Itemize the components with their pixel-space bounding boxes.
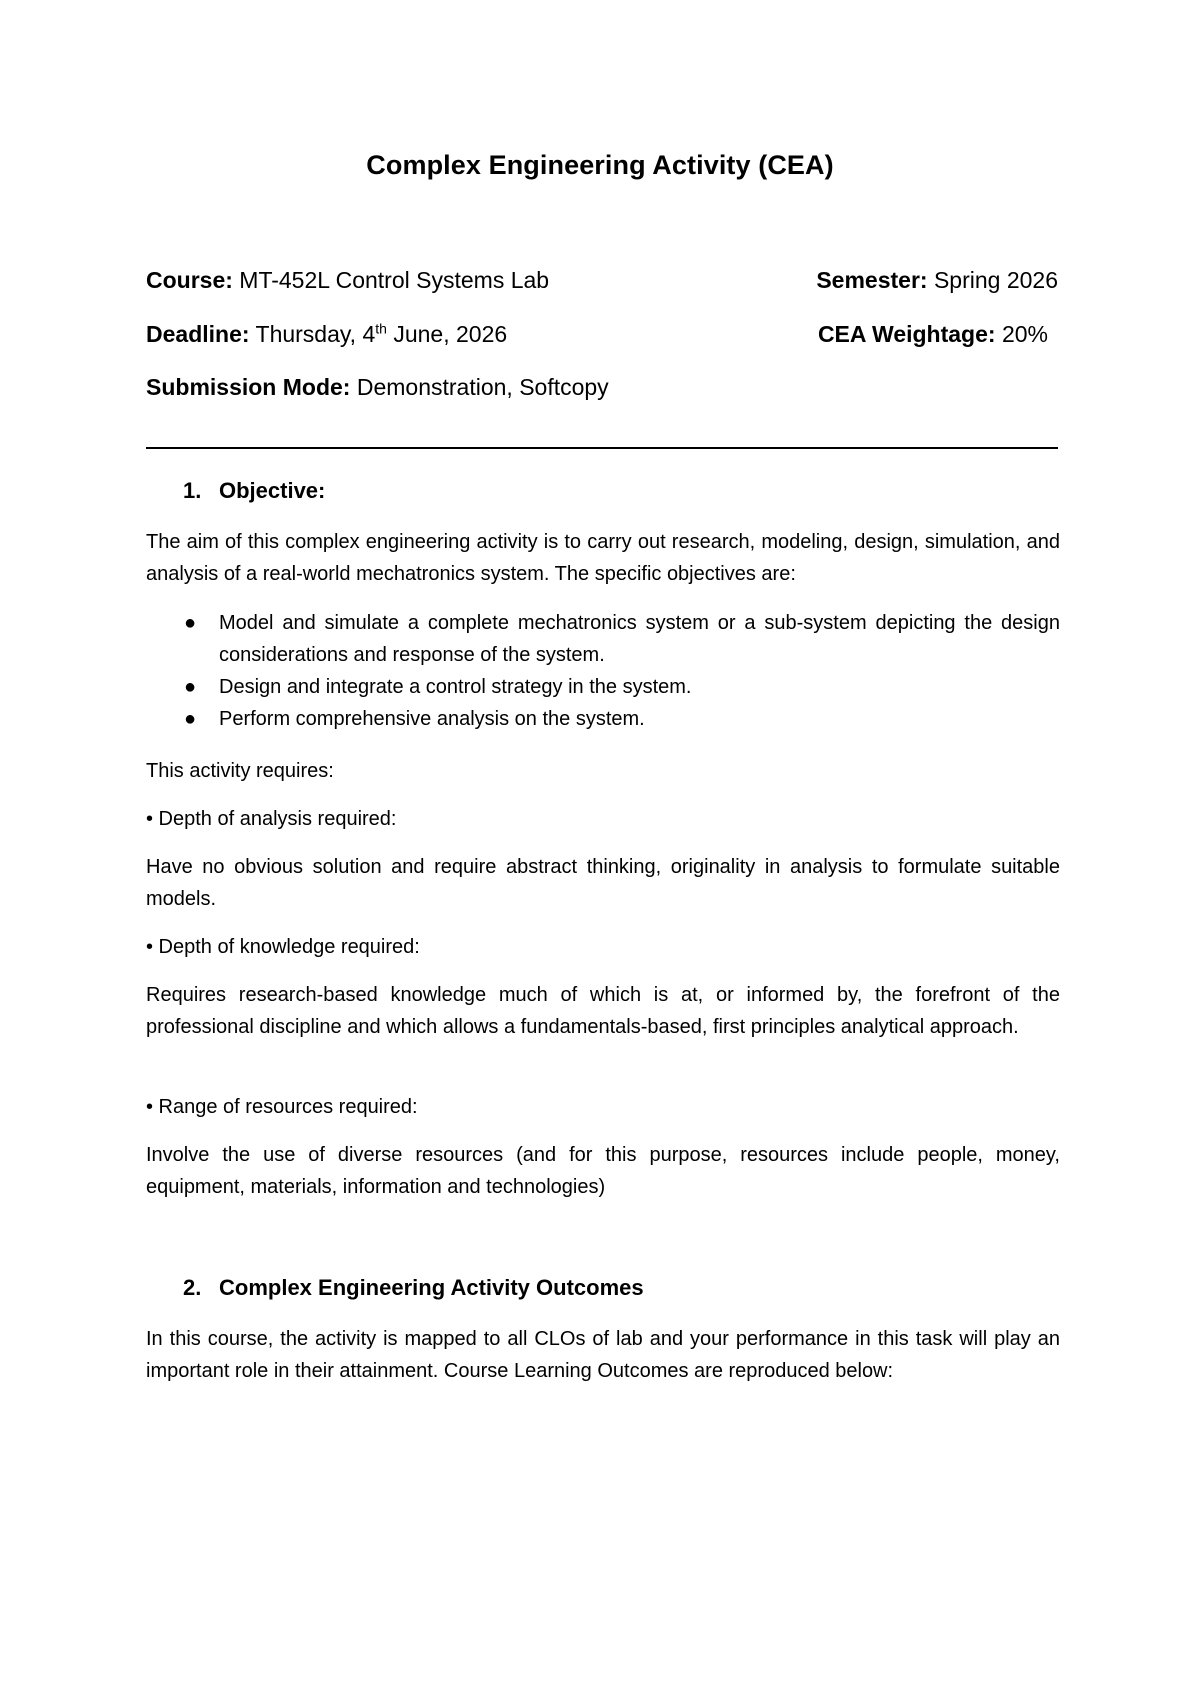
knowledge-label: • Depth of knowledge required: <box>146 936 420 958</box>
submission-value: Demonstration, Softcopy <box>356 374 609 400</box>
course-label: Course: <box>146 267 233 293</box>
weightage-label: CEA Weightage: <box>817 321 996 347</box>
section-heading-outcomes <box>183 1275 644 1301</box>
bullet-icon: ● <box>184 708 197 730</box>
analysis-label: • Depth of analysis required: <box>146 808 397 830</box>
section-title: Objective: <box>219 478 326 503</box>
course-info <box>146 267 549 294</box>
deadline-info <box>146 321 507 348</box>
outcomes-paragraph: In this course, the activity is mapped to all CLOs of lab and your performance in this task will play an important role in their attainment. Course Learning Outcomes are reproduced below: <box>146 1328 1060 1382</box>
resources-label: • Range of resources required: <box>146 1096 418 1118</box>
document-title: Complex Engineering Activity (CEA) <box>366 150 834 180</box>
section-heading-objective <box>183 478 325 504</box>
semester-value: Spring 2026 <box>933 267 1058 293</box>
requires-label: This activity requires: <box>146 760 334 782</box>
list-item: ● Model and simulate a complete mechatronics system or a sub-system depicting the design considerations and response of the system. <box>146 607 1060 671</box>
bullet-icon: ● <box>184 612 197 634</box>
objective-intro-paragraph: The aim of this complex engineering activity is to carry out research, modeling, design, simulation, and analysis of a real-world mechatronics system. The specific objectives are: <box>146 531 1060 585</box>
list-item: ● Perform comprehensive analysis on the system. <box>146 703 1060 735</box>
submission-label: Submission Mode: <box>146 374 351 400</box>
deadline-value: Thursday, 4th June, 2026 <box>255 320 508 347</box>
analysis-paragraph: Have no obvious solution and require abstract thinking, originality in analysis to formulate suitable models. <box>146 856 1060 910</box>
objectives-list <box>146 607 1060 735</box>
section-number: 2. <box>183 1275 202 1300</box>
submission-info <box>146 374 609 401</box>
semester-label: Semester: <box>816 267 928 293</box>
knowledge-paragraph: Requires research-based knowledge much of which is at, or informed by, the forefront of the professional discipline and which allows a fundamentals-based, first principles analytical approach. <box>146 984 1060 1038</box>
deadline-label: Deadline: <box>146 321 250 347</box>
list-item: ● Design and integrate a control strategy in the system. <box>146 671 1060 703</box>
resources-paragraph: Involve the use of diverse resources (and for this purpose, resources include people, money, equipment, materials, information and technologies) <box>146 1144 1060 1198</box>
section-number: 1. <box>183 478 202 503</box>
horizontal-divider <box>146 447 1058 449</box>
bullet-icon: ● <box>184 676 197 698</box>
section-title: Complex Engineering Activity Outcomes <box>219 1275 644 1300</box>
course-value: MT-452L Control Systems Lab <box>239 267 550 293</box>
semester-info <box>816 267 1058 294</box>
weightage-value: 20% <box>1001 321 1048 347</box>
weightage-info <box>818 321 1048 348</box>
